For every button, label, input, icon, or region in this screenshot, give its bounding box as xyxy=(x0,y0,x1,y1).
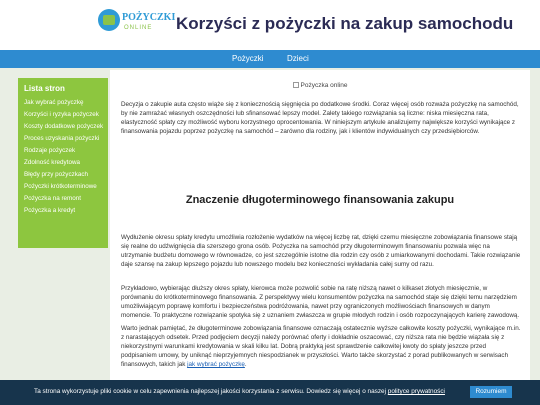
sidebar-heading: Lista stron xyxy=(24,84,65,93)
site-header xyxy=(0,0,540,50)
main-content xyxy=(110,70,530,395)
privacy-policy-link[interactable]: polityce prywatności xyxy=(387,388,445,395)
sidebar-item-kredyt[interactable]: Pożyczka a kredyt xyxy=(24,207,76,214)
cookie-message xyxy=(34,388,445,395)
logo-subtext: ONLINE xyxy=(124,25,153,31)
top-nav xyxy=(0,50,540,68)
broken-image-icon xyxy=(293,82,299,88)
sidebar xyxy=(18,78,108,248)
paragraph-4-end: . xyxy=(244,361,247,368)
sidebar-item-zdolnosc[interactable]: Zdolność kredytowa xyxy=(24,159,80,166)
image-alt-text: Pożyczka online xyxy=(300,82,348,89)
paragraph-4-text: Warto jednak pamiętać, że długoterminowe zobowiązania finansowe oznaczają ostatecznie wyższe całkowite koszty pożyczki, wynikające m.in. z narastających odsetek. Przed podjęciem decyzji należy porównać oferty i dokładnie oszacować, czy niższa rata nie będzie wiązała się z niekorzystnymi warunkami kredytowania w skali kilku lat. Dobrą praktyką jest sprawdzenie całkowitej kwoty do spłaty jeszcze przed podpisaniem umowy, by uniknąć nieprzyjemnych niespodzianek w przyszłości. Warto także skorzystać z porad publikowanych w serwisach finansowych, takich jak xyxy=(121,325,521,368)
page-title: Korzyści z pożyczki na zakup samochodu xyxy=(176,14,514,33)
cookie-banner xyxy=(0,380,540,405)
sidebar-item-jak-wybrac[interactable]: Jak wybrać pożyczkę xyxy=(24,99,84,106)
nav-item-pozyczki[interactable]: Pożyczki xyxy=(232,54,264,63)
sidebar-item-krotkoterminowe[interactable]: Pożyczki krótkoterminowe xyxy=(24,183,97,190)
article-image xyxy=(120,82,520,89)
paragraph-2: Wydłużenie okresu spłaty kredytu umożliwia rozłożenie wydatków na więcej liczbę rat, dzięki czemu miesięczne zobowiązania finansowe stają się realne do udźwignięcia dla szerszego grona osób. Pożyczka na samochód przy długoterminowym finansowaniu pozwala więc na utrzymanie budżetu domowego w równowadze, co jest szczególnie istotne dla rodzin czy osób z umiarkowanymi dochodami. Takie rozwiązanie daje szansę na zakup lepszego pojazdu lub nowszego modelu bez konieczności wykładania całej sumy od razu. xyxy=(121,234,521,268)
sidebar-item-rodzaje[interactable]: Rodzaje pożyczek xyxy=(24,147,76,154)
sidebar-item-bledy[interactable]: Błędy przy pożyczkach xyxy=(24,171,89,178)
sidebar-item-remont[interactable]: Pożyczka na remont xyxy=(24,195,82,202)
sidebar-item-proces[interactable]: Proces uzyskania pożyczki xyxy=(24,135,100,142)
accept-cookies-button[interactable]: Rozumiem xyxy=(470,386,512,398)
site-logo[interactable] xyxy=(98,9,176,41)
logo-text: POŻYCZKI xyxy=(122,12,176,23)
article-link[interactable]: jak wybrać pożyczkę xyxy=(187,361,245,368)
logo-icon xyxy=(98,9,120,31)
sidebar-item-koszty[interactable]: Koszty dodatkowe pożyczek xyxy=(24,123,104,130)
nav-item-dzieci[interactable]: Dzieci xyxy=(287,54,309,63)
section-title: Znaczenie długoterminowego finansowania zakupu xyxy=(185,194,455,206)
sidebar-item-korzysci[interactable]: Korzyści i ryzyka pożyczek xyxy=(24,111,99,118)
cookie-text: Ta strona wykorzystuje pliki cookie w celu zapewnienia najlepszej jakości korzystania z serwisu. Dowiedz się więcej o naszej xyxy=(34,388,386,395)
intro-paragraph: Decyzja o zakupie auta często wiąże się z koniecznością sięgnięcia po dodatkowe środki. Coraz więcej osób rozważa pożyczkę na samochód, by nie zamrażać własnych oszczędności lub sfinansować lepszy model. Zalety takiego rozwiązania są liczne: niska miesięczna rata, elastyczność spłaty czy możliwość wyboru korzystnego oprocentowania. W niniejszym artykule analizujemy największe korzyści wynikające z finansowania pojazdu poprzez pożyczkę na samochód – zarówno dla rodziny, jak i klientów indywidualnych czy przedsiębiorców. xyxy=(121,101,519,135)
paragraph-4 xyxy=(121,324,521,369)
paragraph-3: Przykładowo, wybierając dłuższy okres spłaty, kierowca może pozwolić sobie na ratę niższą nawet o kilkaset złotych miesięcznie, w porównaniu do krótkoterminowego finansowania. Z perspektywy wielu konsumentów pożyczka na samochód staje się dzięki temu narzędziem umożliwiającym poprawę komfortu i bezpieczeństwa podróżowania, nawet przy ograniczonych możliwościach finansowych w danym momencie. To praktyczne rozwiązanie spotyka się z uznaniem zwłaszcza w grupie młodych rodzin i osób rozpoczynających karierę zawodową. xyxy=(121,285,520,319)
